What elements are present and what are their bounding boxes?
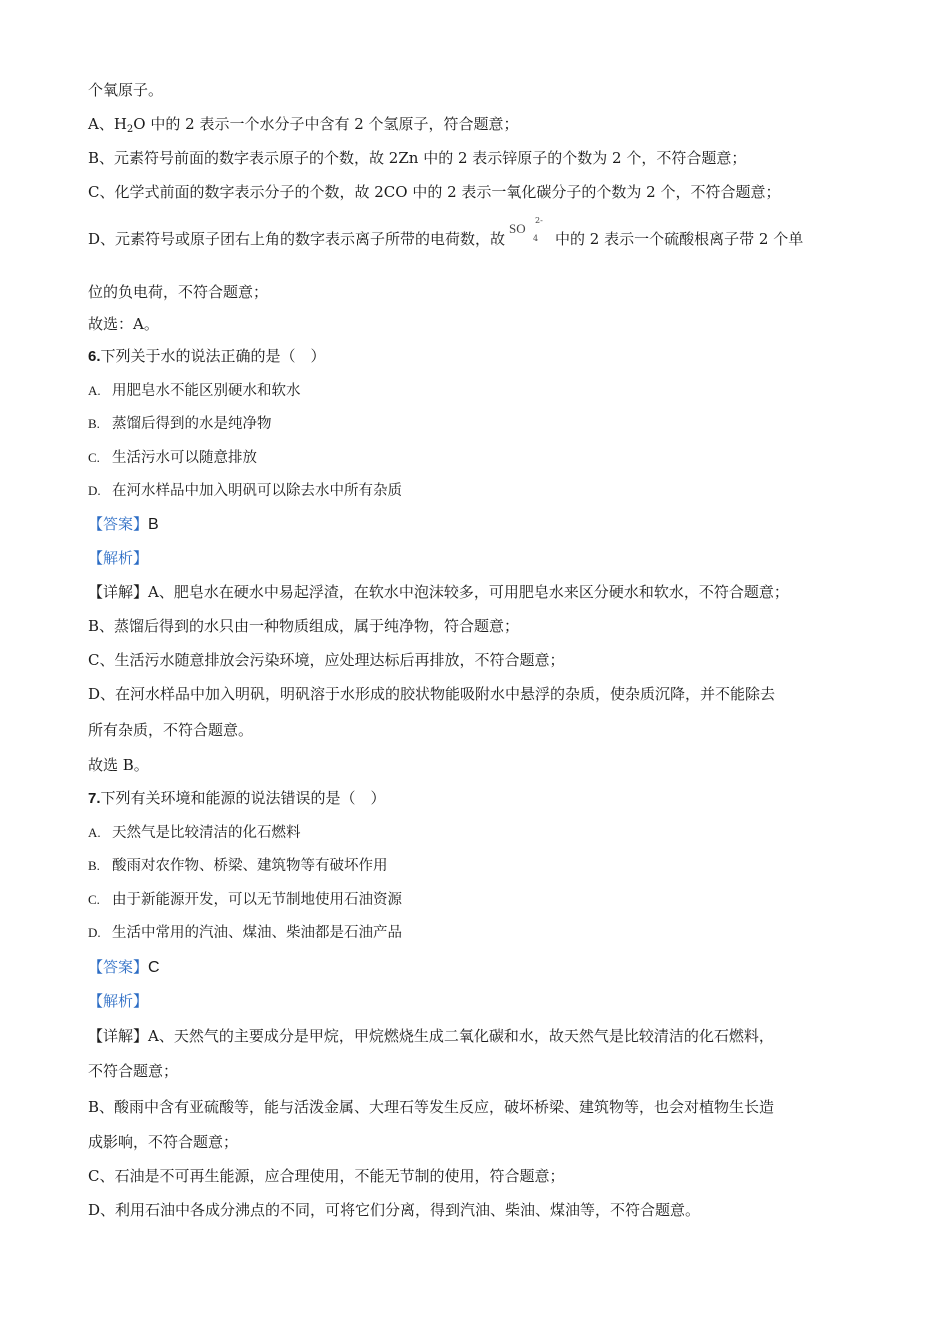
detail-line: 成影响，不符合题意；	[88, 1133, 239, 1151]
detail-line: B、酸雨中含有亚硫酸等，能与活泼金属、大理石等发生反应，破坏桥梁、建筑物等，也会对植物生长造	[88, 1098, 775, 1116]
option-d: D. 生活中常用的汽油、煤油、柴油都是石油产品	[88, 925, 402, 941]
option-b: B. 酸雨对农作物、桥梁、建筑物等有破坏作用	[88, 858, 388, 874]
option-b: B. 蒸馏后得到的水是纯净物	[88, 416, 272, 432]
text-line: A、$H_2O$ 中的 2 表示一个水分子中含有 2 个氢原子，符合题意；	[88, 115, 519, 135]
answer-line: 【答案】C	[88, 958, 160, 976]
analysis-heading: 【解析】	[88, 992, 149, 1010]
text-line: C、化学式前面的数字表示分子的个数，故 2CO 中的 2 表示一氧化碳分子的个数为 2 个，不符合题意；	[88, 183, 781, 201]
detail-line: 【详解】A、肥皂水在硬水中易起浮渣，在软水中泡沫较多，可用肥皂水来区分硬水和软水，不符合题意；	[88, 583, 789, 601]
question-6-stem: 6.下列关于水的说法正确的是（ ）	[88, 347, 326, 365]
text-line: 故选：A。	[88, 315, 159, 333]
conclusion-line: 故选 B。	[88, 756, 149, 774]
detail-line: C、生活污水随意排放会污染环境，应处理达标后再排放，不符合题意；	[88, 651, 565, 669]
analysis-heading: 【解析】	[88, 549, 149, 567]
text-line: B、元素符号前面的数字表示原子的个数，故 2Zn 中的 2 表示锌原子的个数为 2 个，不符合题意；	[88, 149, 747, 167]
detail-line: D、在河水样品中加入明矾，明矾溶于水形成的胶状物能吸附水中悬浮的杂质，使杂质沉降，并不能除去	[88, 685, 776, 703]
option-a: A. 天然气是比较清洁的化石燃料	[88, 825, 301, 841]
detail-line: B、蒸馏后得到的水只由一种物质组成，属于纯净物，符合题意；	[88, 617, 520, 635]
text-line: 个氧原子。	[88, 81, 164, 99]
question-7-stem: 7.下列有关环境和能源的说法错误的是（ ）	[88, 789, 386, 807]
text-line: 位的负电荷，不符合题意；	[88, 283, 269, 301]
option-d: D. 在河水样品中加入明矾可以除去水中所有杂质	[88, 483, 402, 499]
detail-line: C、石油是不可再生能源，应合理使用，不能无节制的使用，符合题意；	[88, 1167, 565, 1185]
detail-line: D、利用石油中各成分沸点的不同，可将它们分离，得到汽油、柴油、煤油等，不符合题意。	[88, 1201, 701, 1219]
detail-line: 不符合题意；	[88, 1062, 179, 1080]
text-line: D、元素符号或原子团右上角的数字表示离子所带的电荷数，故 SO 4 2- 中的 2 表示一个硫酸根离子带 2 个单	[88, 216, 804, 248]
detail-line: 所有杂质，不符合题意。	[88, 721, 254, 739]
sulfate-ion-formula: SO 4 2-	[509, 216, 543, 243]
option-c: C. 由于新能源开发，可以无节制地使用石油资源	[88, 892, 402, 908]
option-c: C. 生活污水可以随意排放	[88, 450, 257, 466]
detail-line: 【详解】A、天然气的主要成分是甲烷，甲烷燃烧生成二氧化碳和水，故天然气是比较清洁的化石燃料，	[88, 1027, 774, 1045]
answer-line: 【答案】B	[88, 515, 159, 533]
option-a: A. 用肥皂水不能区别硬水和软水	[88, 383, 301, 399]
